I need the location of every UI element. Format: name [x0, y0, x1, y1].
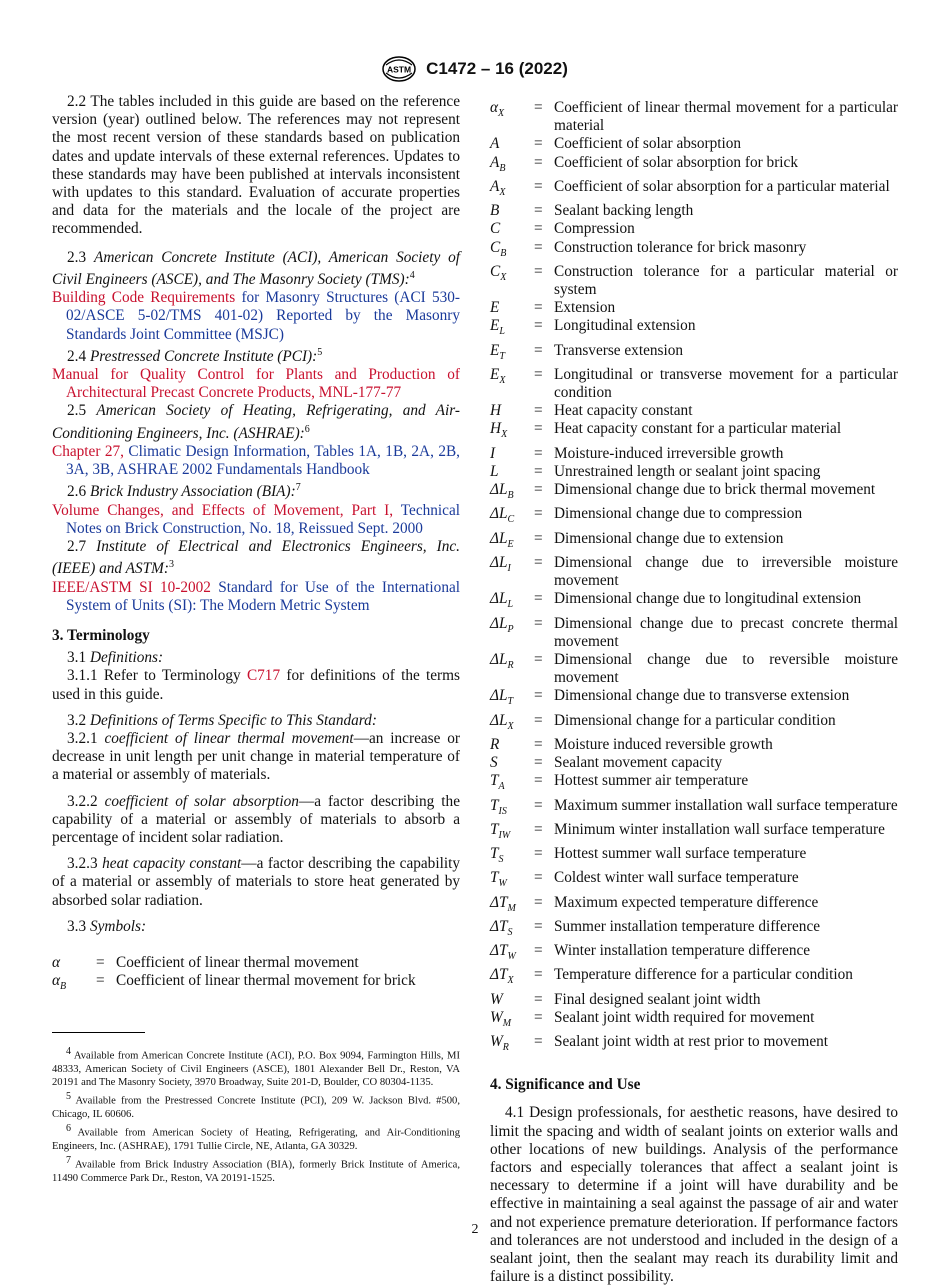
symbol-row: C = Compression [490, 220, 635, 238]
reference-link-pci[interactable]: Manual for Quality Control for Plants and Production of Architectural Precast Concrete Products, MNL-177-77 [52, 366, 460, 402]
symbol-row: $T_W$ = Coldest winter wall surface temperature [490, 869, 799, 890]
symbol-row: H = Heat capacity constant [490, 402, 693, 420]
symbol-row: α = Coefficient of linear thermal movement [52, 954, 359, 971]
symbol-row: R = Moisture induced reversible growth [490, 735, 773, 753]
symbol-row: $\Delta L_E$ = Dimensional change due to extension [490, 529, 784, 550]
section-3-2: 3.2 Definitions of Terms Specific to This Standard: [67, 711, 377, 729]
section-2-4-heading: 2.4 Prestressed Concrete Institute (PCI):$^5$ [67, 346, 323, 365]
footnote: $^6$ Available from American Society of Heating, Refrigerating, and Air-Conditioning Engineers, Inc. (ASHRAE), 1791 Tullie Circle, NE, Atlanta, GA 30329. [52, 1123, 460, 1152]
symbol-row: $\Delta L_C$ = Dimensional change due to compression [490, 505, 803, 526]
symbol-row: $\alpha_B$ = Coefficient of linear thermal movement for brick [52, 972, 416, 993]
symbol-row: A = Coefficient of solar absorption [490, 135, 742, 153]
symbol-row: $W_M$ = Sealant joint width required for movement [490, 1008, 815, 1029]
symbol-row: $E_T$ = Transverse extension [490, 341, 684, 362]
symbol-row: $\alpha_X$ = Coefficient of linear thermal movement for a particular material [490, 99, 898, 135]
footnote-divider [52, 1032, 145, 1033]
symbol-row: $T_A$ = Hottest summer air temperature [490, 772, 749, 793]
symbol-row: $\Delta L_R$ = Dimensional change due to reversible moisture movement [490, 650, 898, 687]
symbol-row: $\Delta T_X$ = Temperature difference for a particular condition [490, 966, 853, 987]
right-symbol-list [490, 99, 898, 1057]
symbol-row: $T_{IS}$ = Maximum summer installation wall surface temperature [490, 796, 898, 817]
symbol-row: W = Final designed sealant joint width [490, 990, 761, 1008]
reference-link-ashrae[interactable]: Chapter 27, Climatic Design Information, Tables 1A, 1B, 2A, 2B, 3A, 3B, ASHRAE 2002 Fundamentals Handbook [52, 442, 460, 479]
c717-link[interactable]: C717 [246, 667, 281, 685]
symbol-row: $\Delta L_B$ = Dimensional change due to brick thermal movement [490, 481, 876, 502]
symbol-row: $C_X$ = Construction tolerance for a particular material or system [490, 262, 898, 298]
symbol-row: $\Delta L_I$ = Dimensional change due to irreversible moisture movement [490, 553, 898, 590]
symbol-row: $E_X$ = Longitudinal or transverse movement for a particular condition [490, 365, 898, 402]
symbol-row: $T_S$ = Hottest summer wall surface temperature [490, 845, 807, 866]
symbol-row: L = Unrestrained length or sealant joint spacing [490, 462, 821, 480]
astm-logo-icon [382, 56, 416, 82]
section-3-3: 3.3 Symbols: [67, 917, 147, 935]
symbol-row: $\Delta T_S$ = Summer installation temperature difference [490, 917, 821, 938]
right-column [490, 99, 898, 1286]
footnote: $^7$ Available from Brick Industry Association (BIA), formerly Brick Institute of America, 11490 Commerce Park Dr., Reston, VA 20191-1525. [52, 1155, 460, 1184]
section-4-heading: 4. Significance and Use [490, 1076, 641, 1094]
left-column [52, 93, 460, 996]
symbol-row: $E_L$ = Longitudinal extension [490, 317, 696, 338]
section-3-1: 3.1 Definitions: [67, 649, 164, 667]
symbol-row: B = Sealant backing length [490, 202, 694, 220]
symbol-row: I = Moisture-induced irreversible growth [490, 444, 784, 462]
symbol-row: $\Delta T_M$ = Maximum expected temperature difference [490, 893, 819, 914]
section-3-1-1: 3.1.1 Refer to Terminology C717 for definitions of the terms used in this guide. [52, 667, 460, 703]
section-3-2-1: 3.2.1 coefficient of linear thermal movement—an increase or decrease in unit length per unit change in material temperature of a material or assembly of materials. [52, 729, 461, 784]
reference-link-bia[interactable]: Volume Changes, and Effects of Movement, Part I, Technical Notes on Brick Construction, No. 18, Reissued Sept. 2000 [52, 501, 460, 537]
symbol-row: $\Delta L_T$ = Dimensional change due to transverse extension [490, 687, 850, 708]
symbol-row: $W_R$ = Sealant joint width at rest prior to movement [490, 1032, 829, 1054]
document-id: C1472 – 16 (2022) [426, 59, 568, 78]
section-2-3-heading: 2.3 American Concrete Institute (ACI), American Society of Civil Engineers (ASCE), and The Masonry Society (TMS):$^4$ [52, 248, 460, 288]
footnote: $^5$ Available from the Prestressed Concrete Institute (PCI), 209 W. Jackson Blvd. #500, Chicago, IL 60606. [52, 1091, 460, 1120]
symbol-row: $\Delta L_P$ = Dimensional change due to precast concrete thermal movement [490, 614, 898, 650]
section-2-6-heading: 2.6 Brick Industry Association (BIA):$^7$ [67, 482, 301, 501]
section-2-5-heading: 2.5 American Society of Heating, Refrigerating, and Air-Conditioning Engineers, Inc. (ASHRAE):$^6$ [52, 402, 460, 442]
symbol-row: $H_X$ = Heat capacity constant for a particular material [490, 420, 842, 441]
reference-link-ieee[interactable]: IEEE/ASTM SI 10-2002 Standard for Use of the International System of Units (SI): The Modern Metric System [52, 578, 461, 614]
reference-link-aci[interactable]: Building Code Requirements for Masonry Structures (ACI 530-02/ASCE 5-02/TMS 401-02) Reported by the Masonry Standards Joint Committee (MSJC) [52, 289, 460, 343]
symbol-row: $\Delta L_L$ = Dimensional change due to longitudinal extension [490, 590, 862, 611]
symbol-row: S = Sealant movement capacity [490, 754, 723, 772]
left-symbol-list [52, 954, 460, 996]
footnote: $^4$ Available from American Concrete Institute (ACI), P.O. Box 9094, Farmington Hills, MI 48333, American Society of Civil Engineers (ASCE), 1801 Alexander Bell Dr., Reston, VA 20191 and The Masonry Society, 3970 Broadway, Suite 201-D, Boulder, CO 80304-1135. [52, 1046, 460, 1088]
symbol-row: $A_X$ = Coefficient of solar absorption for a particular material [490, 177, 890, 198]
symbol-row: $\Delta T_W$ = Winter installation temperature difference [490, 942, 811, 963]
symbol-row: $\Delta L_X$ = Dimensional change for a particular condition [490, 711, 836, 732]
symbol-row: $T_{IW}$ = Minimum winter installation wall surface temperature [490, 820, 885, 841]
footnotes [52, 1032, 460, 1186]
svg-text:ASTM: ASTM [387, 64, 412, 75]
section-4-1: 4.1 Design professionals, for aesthetic reasons, have desired to limit the spacing and width of sealant joints on exterior walls and other locations of new buildings. Analysis of the performance factors and especially tolerances that affect a sealant joint is necessary to determine if a joint will have durability and be effective in maintaining a seal against the passage of air and water and not experience premature deterioration. If performance factors and tolerances are not understood and included in the design of a sealant joint, then the sealant may reach its durability limit and failure is a distinct possibility. [490, 1104, 898, 1286]
page-header [0, 56, 950, 87]
section-3-2-3: 3.2.3 heat capacity constant—a factor describing the capability of a material or assembly of materials to store heat generated by absorbed solar radiation. [52, 855, 460, 909]
symbol-row: E = Extension [490, 299, 616, 317]
page-number: 2 [471, 1222, 479, 1237]
section-2-2: 2.2 The tables included in this guide are based on the reference version (year) outlined below. The references may not represent the most recent version of these standards based on publication dates and update intervals of these external references. Updates to these standards may have been published at intervals inconsistent with updates to this standard. Evaluation of accurate properties and data for the materials and the locale of the project are recommended. [52, 93, 460, 238]
section-2-7-heading: 2.7 Institute of Electrical and Electronics Engineers, Inc. (IEEE) and ASTM:$^3$ [52, 538, 460, 578]
symbol-row: $C_B$ = Construction tolerance for brick masonry [490, 238, 807, 259]
section-3-2-2: 3.2.2 coefficient of solar absorption—a factor describing the capability of a material or assembly of materials to absorb a percentage of incident solar radiation. [52, 792, 460, 846]
section-3-heading: 3. Terminology [52, 626, 150, 644]
symbol-row: $A_B$ = Coefficient of solar absorption for brick [490, 153, 798, 174]
